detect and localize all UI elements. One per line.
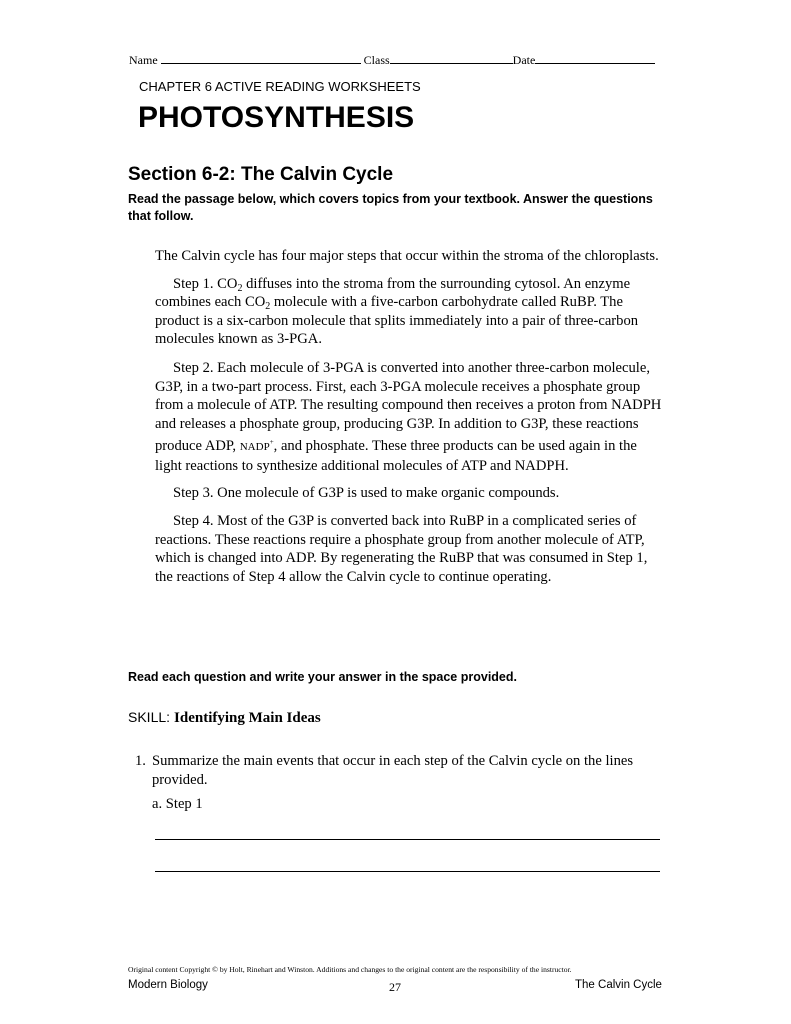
class-field[interactable] [390, 52, 513, 64]
name-label: Name [129, 53, 158, 67]
class-label: Class [363, 53, 390, 67]
skill-name: Identifying Main Ideas [174, 710, 321, 726]
header-fields [129, 52, 655, 68]
footer-topic: The Calvin Cycle [575, 979, 662, 991]
chapter-heading: CHAPTER 6 ACTIVE READING WORKSHEETS [139, 79, 421, 94]
name-field[interactable] [161, 52, 361, 64]
passage [155, 247, 665, 586]
passage-intro: The Calvin cycle has four major steps that occur within the stroma of the chloroplasts. [155, 248, 659, 264]
skill-heading [128, 709, 321, 727]
question-1 [135, 752, 665, 814]
instructions: Read the passage below, which covers topics from your textbook. Answer the questions that follow. [128, 192, 653, 223]
passage-step2: Step 2. Each molecule of 3-PGA is converted into another three-carbon molecule, G3P, in a two-part process. First, each 3-PGA molecule receives a phosphate group from a molecule of ATP. The resulting compound then receives a proton from NADPH and releases a phosphate group, producing G3P. In addition to G3P, these reactions produce ADP, NADP+, and phosphate. These three products can be used again in the light reactions to synthesize additional molecules of ATP and NADPH. [155, 359, 662, 474]
passage-step1: Step 1. $CO_2$ diffuses into the stroma from the surrounding cytosol. An enzyme combines each $CO_2$ molecule with a five-carbon carbohydrate called RuBP. The product is a six-carbon molecule that splits immediately into a pair of three-carbon molecules known as 3-PGA. [155, 275, 639, 348]
footer-book: Modern Biology [128, 979, 208, 991]
question-instructions: Read each question and write your answer in the space provided. [128, 670, 517, 684]
section-title: Section 6-2: The Calvin Cycle [128, 164, 394, 185]
question-1-number: 1. [135, 753, 146, 769]
question-1-part-a: a. Step 1 [152, 796, 203, 813]
answer-line-1[interactable] [155, 839, 660, 840]
footer-copyright: Original content Copyright © by Holt, Rinehart and Winston. Additions and changes to the original content are the responsibility of the instructor. [128, 965, 572, 974]
date-label: Date [512, 53, 536, 67]
passage-step3: Step 3. One molecule of G3P is used to make organic compounds. [173, 485, 560, 502]
footer-page-number: 27 [389, 980, 401, 994]
answer-line-2[interactable] [155, 871, 660, 872]
skill-label: SKILL: [128, 709, 171, 725]
page-title: PHOTOSYNTHESIS [138, 101, 415, 134]
question-1-text: Summarize the main events that occur in each step of the Calvin cycle on the lines provided. [152, 753, 634, 788]
passage-step4: Step 4. Most of the G3P is converted back into RuBP in a complicated series of reactions. These reactions require a phosphate group from another molecule of ATP, which is changed into ADP. By regenerating the RuBP that was consumed in Step 1, the reactions of Step 4 allow the Calvin cycle to continue operating. [155, 512, 648, 585]
date-field[interactable] [535, 52, 655, 64]
